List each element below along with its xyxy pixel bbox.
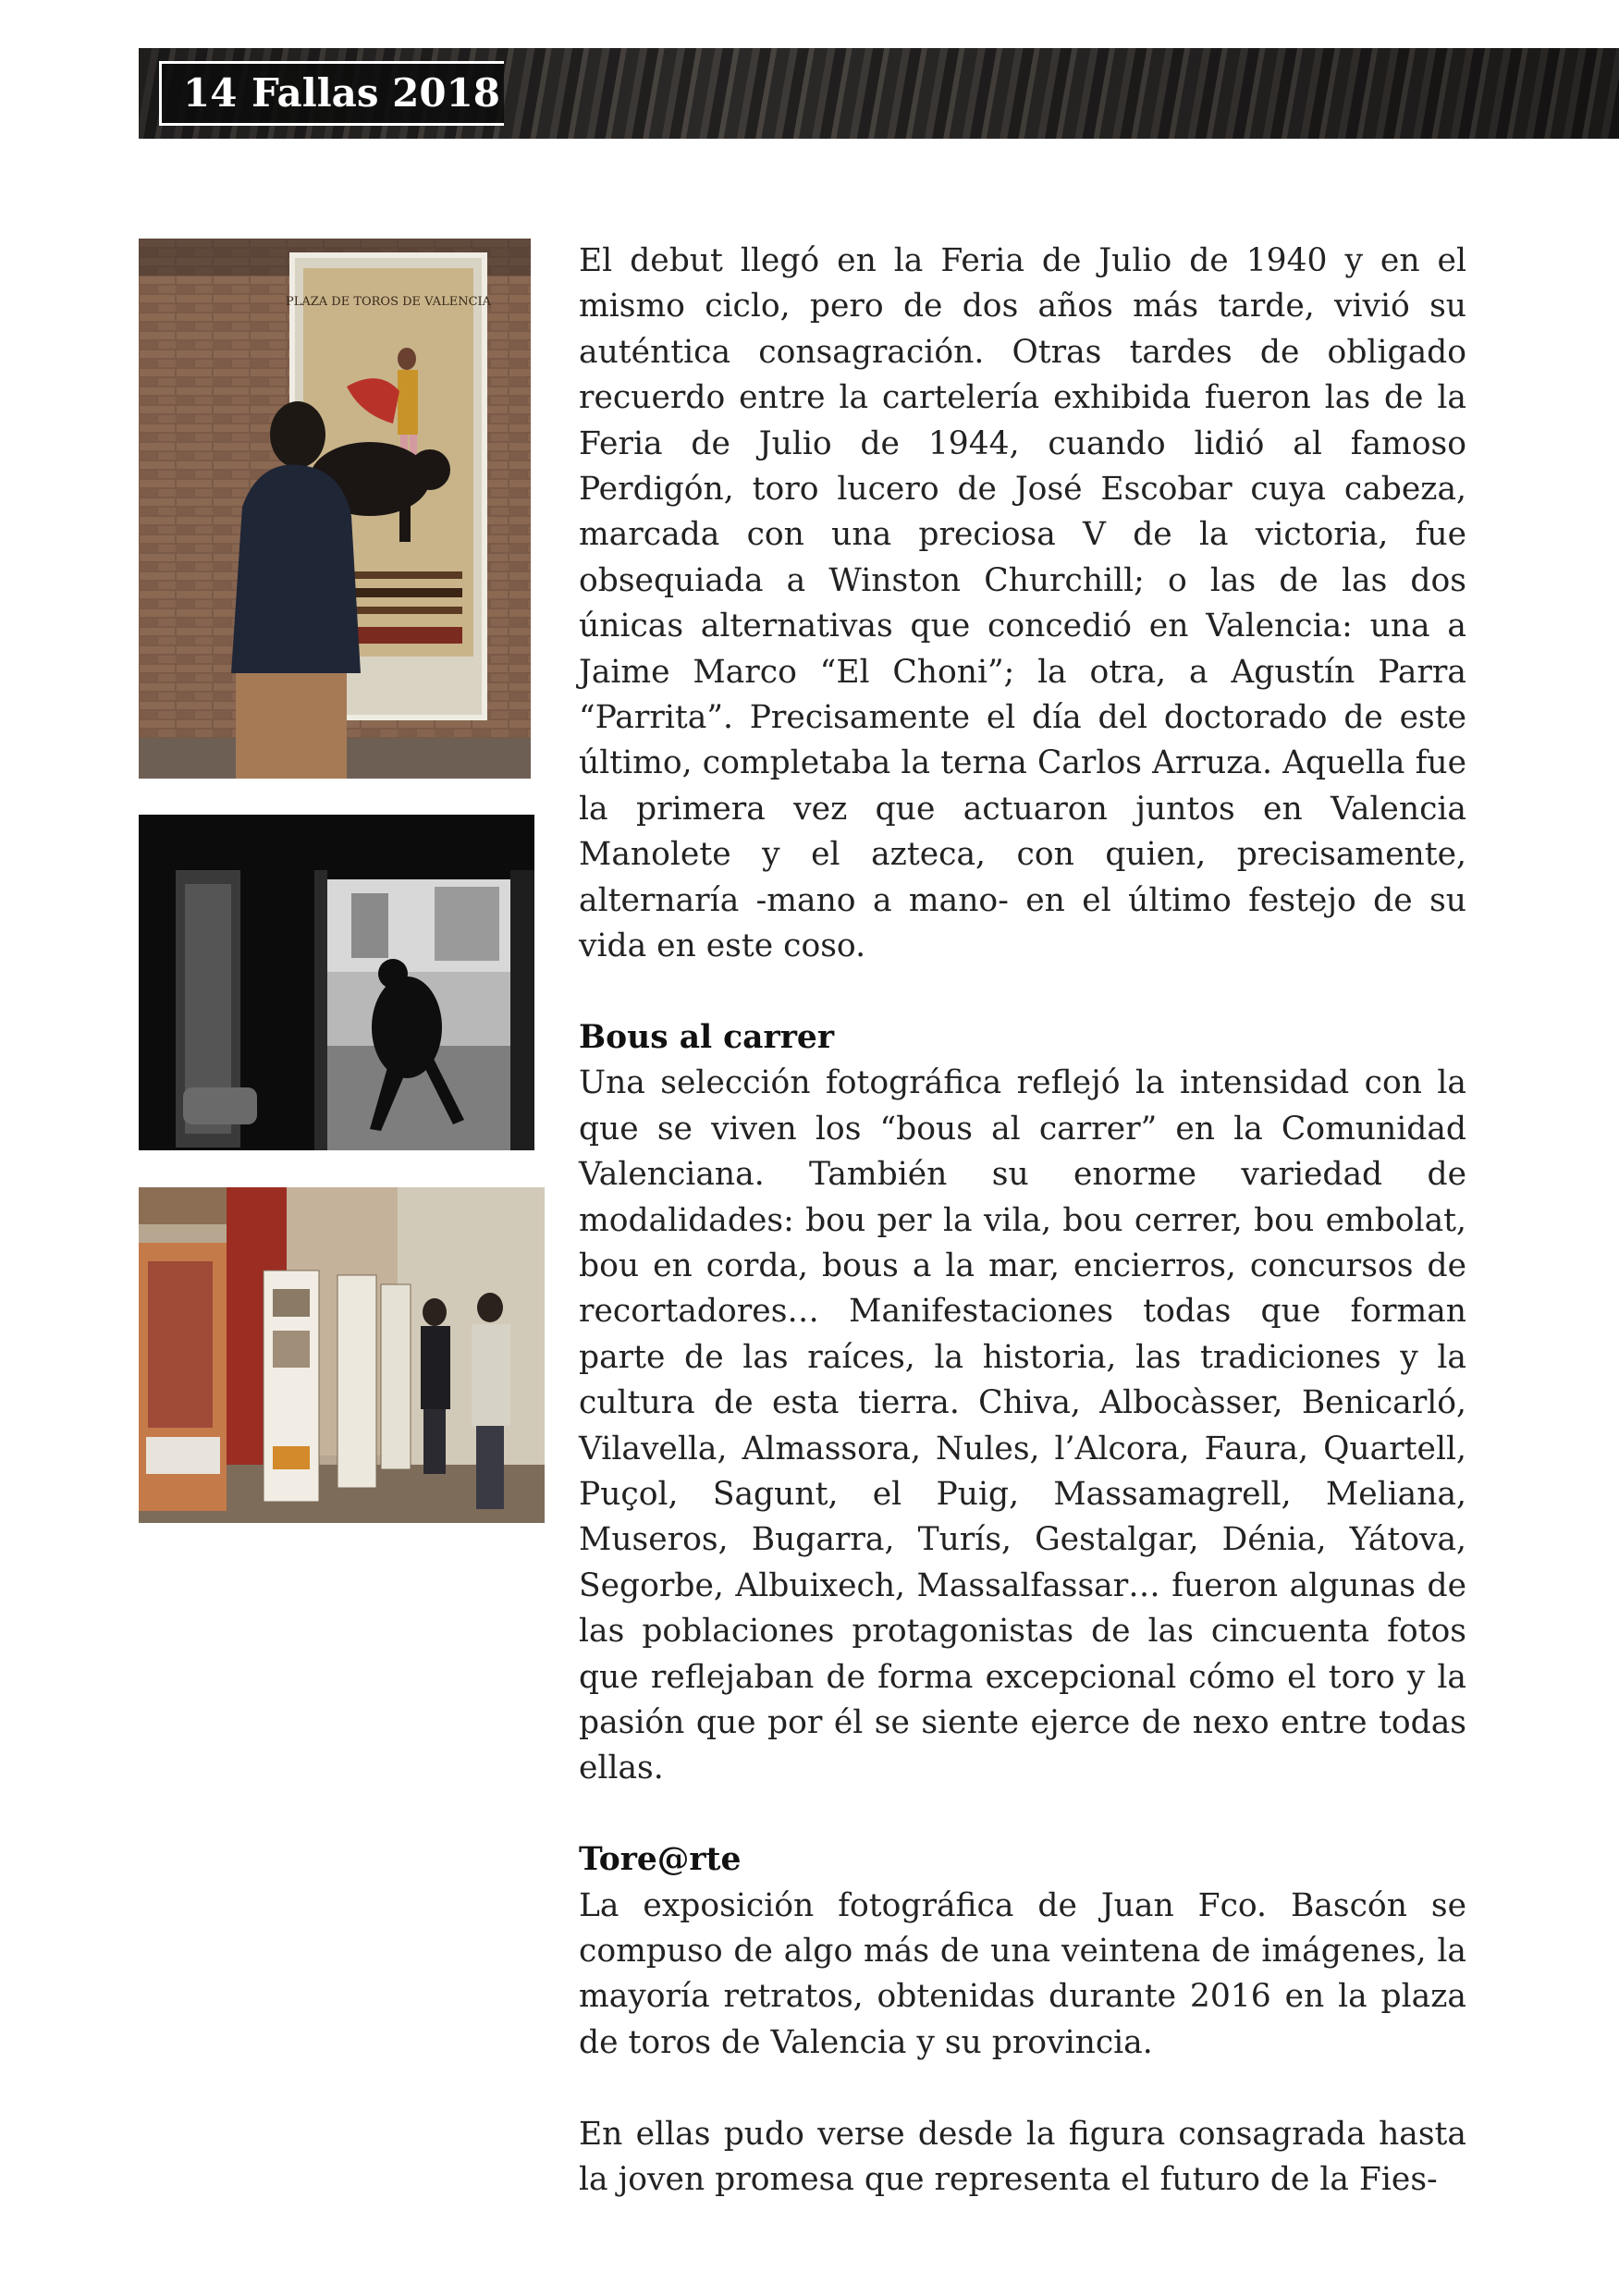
article-body (579, 239, 1466, 2203)
article-paragraph-bous: Una selección fotográfica reflejó la intensidad con la que se viven los “bous al carrer” en la Comunidad Valenciana. También su enorme variedad de modalidades: bou per la vila, bou cerrer, bou embolat, bou en corda, bous a la mar, encierros, concursos de recortadores… Manifestaciones todas que forman parte de las raíces, la historia, las tradiciones y la cultura de esta tierra. Chiva, Albocàsser, Benicarló, Vilavella, Almassora, Nules, l’Alcora, Faura, Quartell, Puçol, Sagunt, el Puig, Massamagrell, Meliana, Museros, Bugarra, Turís, Gestalgar, Dénia, Yátova, Segorbe, Albuixech, Massalfassar… fueron algunas de las poblaciones protagonistas de las cincuenta fotos que reflejaban de forma excepcional cómo el toro y la pasión que por él se siente ejerce de nexo entre todas ellas. (579, 1064, 1466, 1787)
section-heading-bous-al-carrer: Bous al carrer (579, 1018, 834, 1056)
exhibition-photo (139, 1187, 545, 1523)
article-paragraph-torearte: La exposición fotográfica de Juan Fco. Bascón se compuso de algo más de una veintena de imágenes, la mayoría retratos, obtenidas durante 2016 en la plaza de toros de Valencia y su provincia. (579, 1886, 1466, 2061)
article-paragraph-final: En ellas pudo verse desde la figura consagrada hasta la joven promesa que representa el futuro de la Fies- (579, 2115, 1466, 2199)
poster-photo-illustration (139, 239, 531, 779)
section-heading-torearte: Tore@rte (579, 1841, 742, 1879)
article-paragraph-debut: El debut llegó en la Feria de Julio de 1940 y en el mismo ciclo, pero de dos años más tarde, vivió su auténtica consagración. Otras tardes de obligado recuerdo entre la cartelería exhibida fueron las de la Feria de Julio de 1944, cuando lidió al famoso Perdigón, toro lucero de José Escobar cuya cabeza, marcada con una preciosa V de la victoria, fue obsequiada a Winston Churchill; o las de las dos únicas alternativas que concedió en Valencia: una a Jaime Marco “El Choni”; la otra, a Agustín Parra “Parrita”. Precisamente el día del doctorado de este último, completaba la terna Carlos Arruza. Aquella fue la primera vez que actuaron juntos en Valencia Manolete y el azteca, con quien, precisamente, alternaría -mano a mano- en el último festejo de su vida en este coso. (579, 242, 1466, 965)
exhibition-illustration (139, 1187, 545, 1523)
street-bull-illustration (139, 815, 534, 1150)
poster-title-text: PLAZA DE TOROS DE VALENCIA (285, 295, 492, 309)
street-bull-photo (139, 815, 534, 1150)
publication-title: Fallas 2018 (251, 70, 501, 116)
page-number: 14 (183, 70, 238, 116)
poster-photo (139, 239, 531, 779)
